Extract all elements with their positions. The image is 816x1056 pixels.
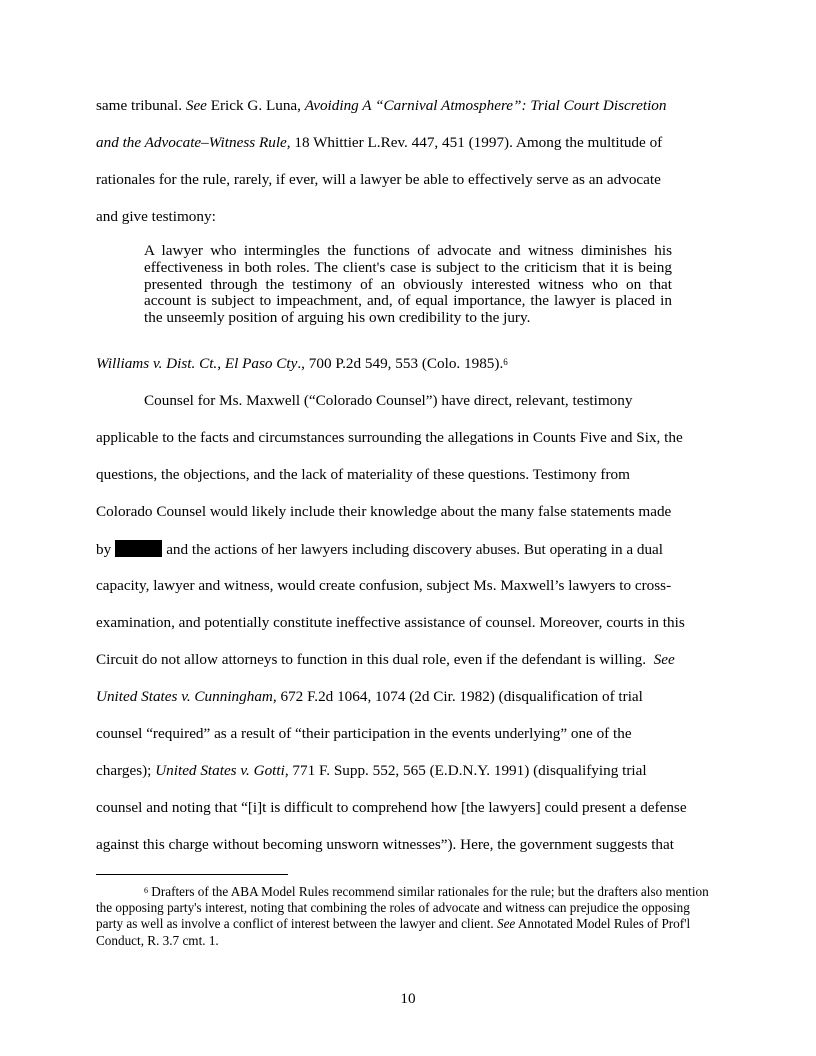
body-line-p2-2: applicable to the facts and circumstances surrounding the allegations in Counts Five and Six, the	[96, 429, 683, 446]
footnote-6: $^6$ Drafters of the ABA Model Rules recommend similar rationales for the rule; but the drafters also mention the opposing party's interest, noting that combining the roles of advocate and witness can prejudice the opposing party as well as involve a conflict of interest between the lawyer and client. See Annotated Model Rules of Prof'l Conduct, R. 3.7 cmt. 1.	[96, 884, 709, 948]
redaction-box	[115, 540, 162, 557]
body-line-p2-8: Circuit do not allow attorneys to function in this dual role, even if the defendant is willing. See	[96, 651, 675, 668]
citation-line: Williams v. Dist. Ct., El Paso Cty., 700 P.2d 549, 553 (Colo. 1985).$^6$	[96, 355, 508, 372]
body-line-p2-11: charges); United States v. Gotti, 771 F. Supp. 552, 565 (E.D.N.Y. 1991) (disqualifying trial	[96, 762, 647, 779]
body-line-p2-3: questions, the objections, and the lack of materiality of these questions. Testimony from	[96, 466, 630, 483]
body-line-p2-1: Counsel for Ms. Maxwell (“Colorado Counsel”) have direct, relevant, testimony	[144, 392, 633, 409]
body-line-p2-4: Colorado Counsel would likely include their knowledge about the many false statements made	[96, 503, 672, 520]
body-line-p2-12: counsel and noting that “[i]t is difficult to comprehend how [the lawyers] could present a defense	[96, 799, 687, 816]
footnote-reference[interactable]: 6	[503, 357, 508, 367]
body-line-p2-10: counsel “required” as a result of “their participation in the events underlying” one of the	[96, 725, 632, 742]
body-line-2: and the Advocate–Witness Rule, 18 Whittier L.Rev. 447, 451 (1997). Among the multitude of	[96, 134, 663, 151]
body-line-3: rationales for the rule, rarely, if ever, will a lawyer be able to effectively serve as an advocate	[96, 171, 661, 188]
body-line-p2-6: capacity, lawyer and witness, would create confusion, subject Ms. Maxwell’s lawyers to cross-	[96, 577, 672, 594]
body-line-4: and give testimony:	[96, 208, 216, 225]
block-quote: A lawyer who intermingles the functions of advocate and witness diminishes his effectiveness in both roles. The client's case is subject to the criticism that it is being presented through the testimony of an obviously interested witness who on that account is subject to impeachment, and, of equal importance, the lawyer is placed in the unseemly position of arguing his own credibility to the jury.	[144, 242, 672, 327]
page-number: 10	[400, 990, 416, 1007]
footnote-separator	[96, 874, 288, 875]
body-line-p2-7: examination, and potentially constitute ineffective assistance of counsel. Moreover, courts in this	[96, 614, 685, 631]
body-line-p2-9: United States v. Cunningham, 672 F.2d 1064, 1074 (2d Cir. 1982) (disqualification of trial	[96, 688, 643, 705]
body-line-p2-5: by and the actions of her lawyers including discovery abuses. But operating in a dual	[96, 541, 664, 558]
footnote-number: 6	[144, 886, 148, 895]
body-line-p2-13: against this charge without becoming unsworn witnesses”). Here, the government suggests that	[96, 836, 674, 853]
body-line-1: same tribunal. See Erick G. Luna, Avoiding A “Carnival Atmosphere”: Trial Court Discretion	[96, 97, 667, 114]
